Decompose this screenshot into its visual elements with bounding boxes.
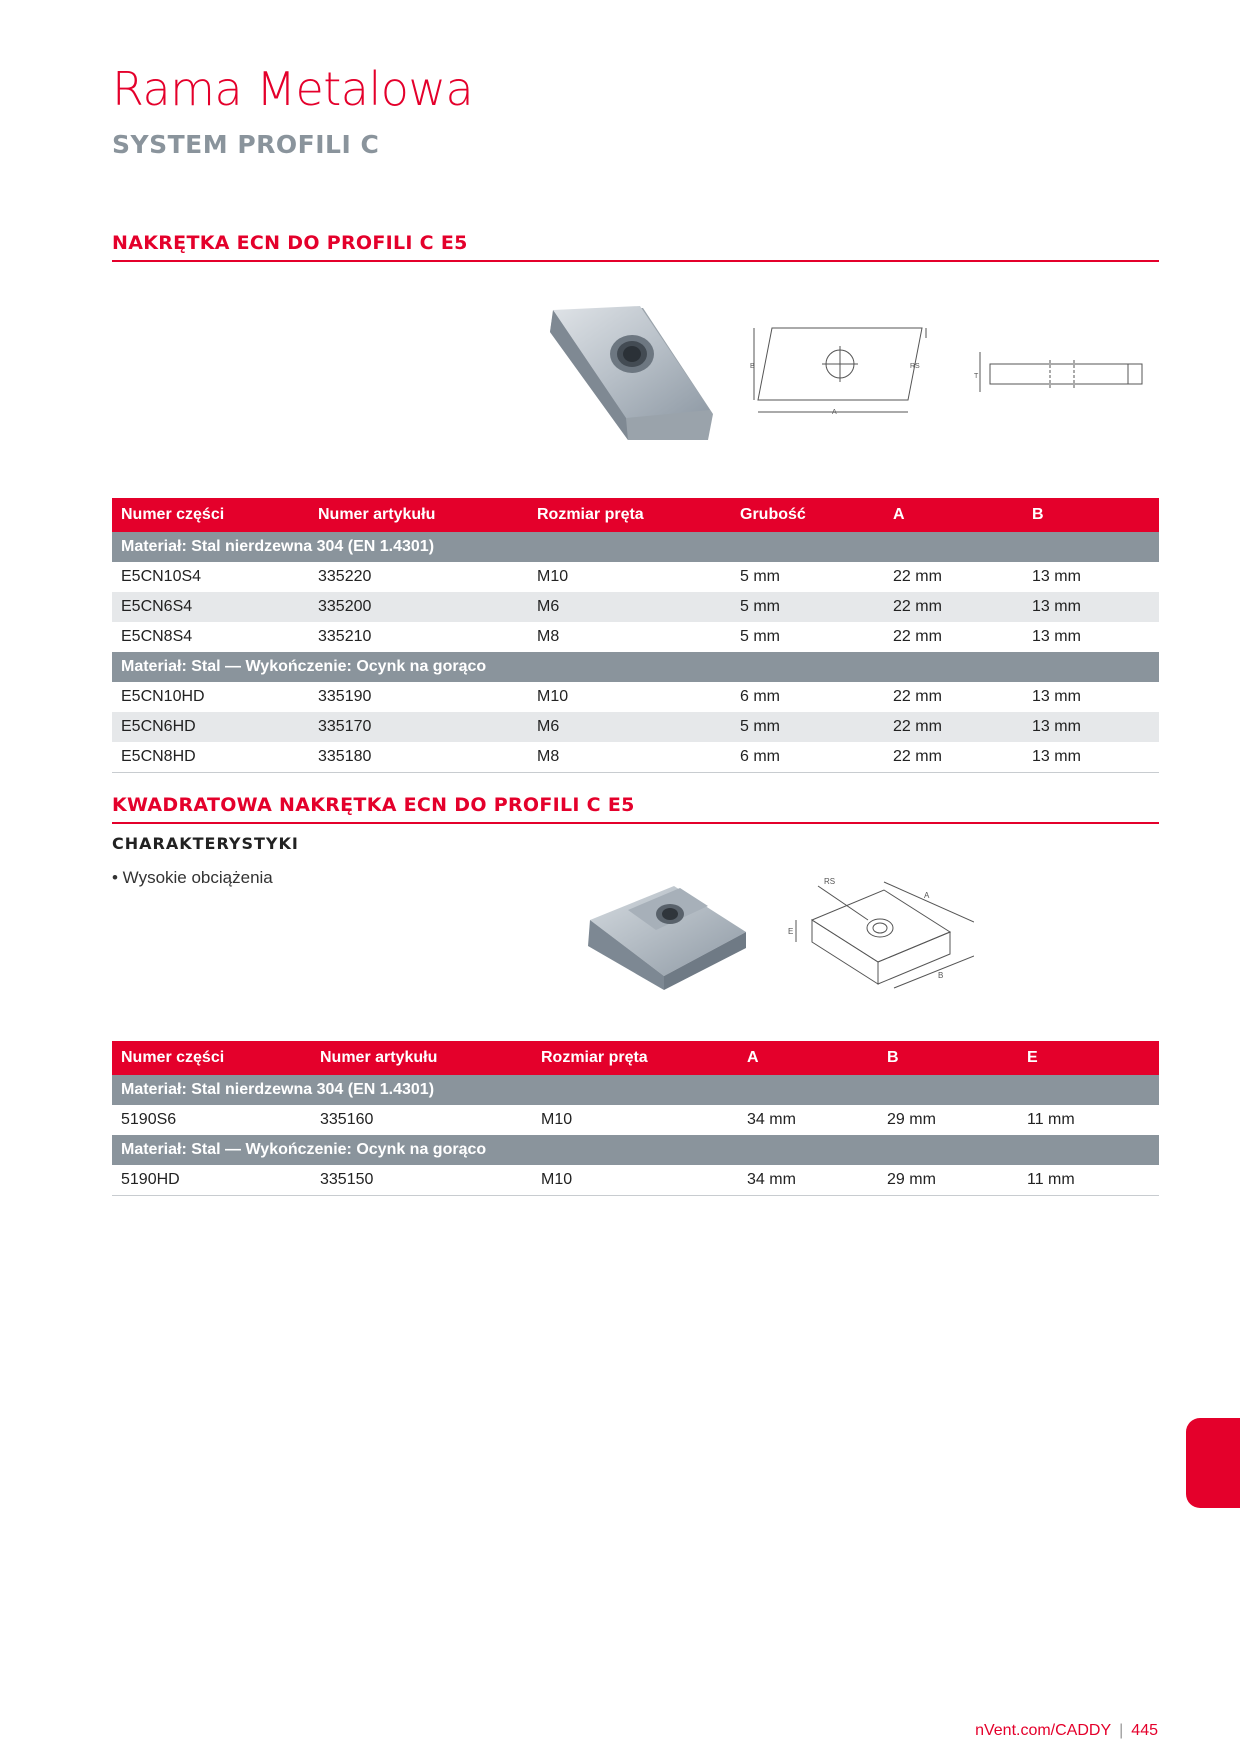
square-dim-rs-label: RS [824, 877, 836, 886]
col-header-b: B [1023, 498, 1159, 532]
ecn-nut-side-diagram [970, 344, 1146, 394]
section-heading-ecn-nut: NAKRĘTKA ECN DO PROFILI C E5 [112, 232, 1159, 262]
square-dim-e-label: E [788, 927, 794, 936]
material-row: Materiał: Stal — Wykończenie: Ocynk na gorąco [112, 1135, 1159, 1165]
table-row: E5CN10HD 335190 M10 6 mm 22 mm 13 mm [121, 688, 1081, 705]
material-row: Materiał: Stal nierdzewna 304 (EN 1.4301) [112, 532, 1159, 562]
ecn-nut-spec-table [112, 498, 1159, 773]
footer-link[interactable]: nVent.com/CADDY [975, 1722, 1112, 1739]
footer-separator: | [1119, 1722, 1124, 1739]
feature-item: • Wysokie obciążenia [112, 868, 273, 887]
col-header-part-number: Numer części [112, 1041, 311, 1075]
col-header-a: A [738, 1041, 878, 1075]
col-header-part-number: Numer części [112, 498, 309, 532]
col-header-thickness: Grubość [731, 498, 884, 532]
table-header-row [112, 1041, 1159, 1075]
ecn-dim-b-label: B [750, 363, 755, 370]
table-header-row [112, 498, 1159, 532]
square-ecn-nut-spec-table [112, 1041, 1159, 1196]
square-dim-a-label: A [924, 891, 930, 900]
material-row: Materiał: Stal — Wykończenie: Ocynk na gorąco [112, 652, 1159, 682]
col-header-e: E [1018, 1041, 1159, 1075]
page-title: Rama Metalowa [112, 62, 474, 116]
table-row: E5CN6S4 335200 M6 5 mm 22 mm 13 mm [112, 592, 1159, 622]
ecn-dim-t-label: T [974, 373, 979, 380]
ecn-dim-a-label: A [832, 409, 837, 416]
square-ecn-nut-diagram [784, 876, 974, 992]
page-subtitle: SYSTEM PROFILI C [112, 130, 380, 159]
page-number: 445 [1131, 1722, 1158, 1739]
ecn-nut-photo [548, 302, 718, 442]
table-row: E5CN10S4 335220 M10 5 mm 22 mm 13 mm [121, 568, 1081, 585]
col-header-rod-size: Rozmiar pręta [532, 1041, 738, 1075]
chapter-tab-marker [1186, 1418, 1240, 1508]
ecn-dim-rs-label: RS [910, 363, 920, 370]
table-row: 5190S6 335160 M10 34 mm 29 mm 11 mm [121, 1111, 1075, 1128]
page-footer [975, 1722, 1158, 1740]
table-row: E5CN8HD 335180 M8 6 mm 22 mm 13 mm [112, 742, 1159, 772]
col-header-b: B [878, 1041, 1018, 1075]
characteristics-heading: CHARAKTERYSTYKI [112, 834, 299, 853]
square-dim-b-label: B [938, 971, 944, 980]
ecn-nut-top-diagram [748, 322, 934, 416]
col-header-article-number: Numer artykułu [309, 498, 528, 532]
square-ecn-nut-photo [584, 880, 750, 992]
col-header-a: A [884, 498, 1023, 532]
material-row: Materiał: Stal nierdzewna 304 (EN 1.4301) [112, 1075, 1159, 1105]
col-header-rod-size: Rozmiar pręta [528, 498, 731, 532]
table-row: 5190HD 335150 M10 34 mm 29 mm 11 mm [112, 1165, 1159, 1195]
col-header-article-number: Numer artykułu [311, 1041, 532, 1075]
section-heading-square-ecn-nut: KWADRATOWA NAKRĘTKA ECN DO PROFILI C E5 [112, 794, 1159, 824]
table-row: E5CN8S4 335210 M8 5 mm 22 mm 13 mm [121, 628, 1081, 645]
table-row: E5CN6HD 335170 M6 5 mm 22 mm 13 mm [112, 712, 1159, 742]
